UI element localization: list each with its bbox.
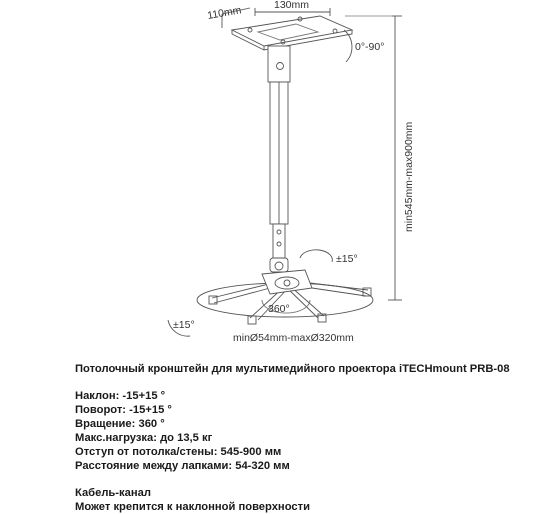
ceiling-plate	[232, 16, 352, 46]
swivel-label: ±15°	[336, 253, 358, 265]
spec-tilt: Наклон: -15+15 °	[75, 390, 166, 402]
tilt-bottom-label: ±15°	[173, 319, 195, 331]
spec-rotation: Вращение: 360 °	[75, 418, 165, 430]
spec-list	[75, 389, 545, 473]
tilt-top-label: 0°-90°	[355, 41, 385, 53]
spec-block	[75, 362, 545, 514]
height-label: min545mm-max900mm	[403, 121, 415, 232]
spec-max-load: Макс.нагрузка: до 13,5 кг	[75, 432, 213, 444]
product-title: Потолочный кронштейн для мультимедийного проектора iTECHmount PRB-08	[75, 363, 510, 375]
plate-depth-label: 110mm	[206, 4, 243, 22]
cable-section	[75, 486, 545, 514]
spec-swivel: Поворот: -15+15 °	[75, 404, 172, 416]
cable-note: Может крепится к наклонной поверхности	[75, 501, 310, 513]
spec-ceiling-offset: Отступ от потолка/стены: 545-900 мм	[75, 446, 282, 458]
cable-title: Кабель-канал	[75, 487, 151, 499]
plate-width-label: 130mm	[274, 0, 310, 11]
spec-arm-distance: Расстояние между лапками: 54-320 мм	[75, 460, 290, 472]
arm-span-label: minØ54mm-maxØ320mm	[233, 332, 354, 344]
rotation-label: 360°	[268, 303, 290, 315]
